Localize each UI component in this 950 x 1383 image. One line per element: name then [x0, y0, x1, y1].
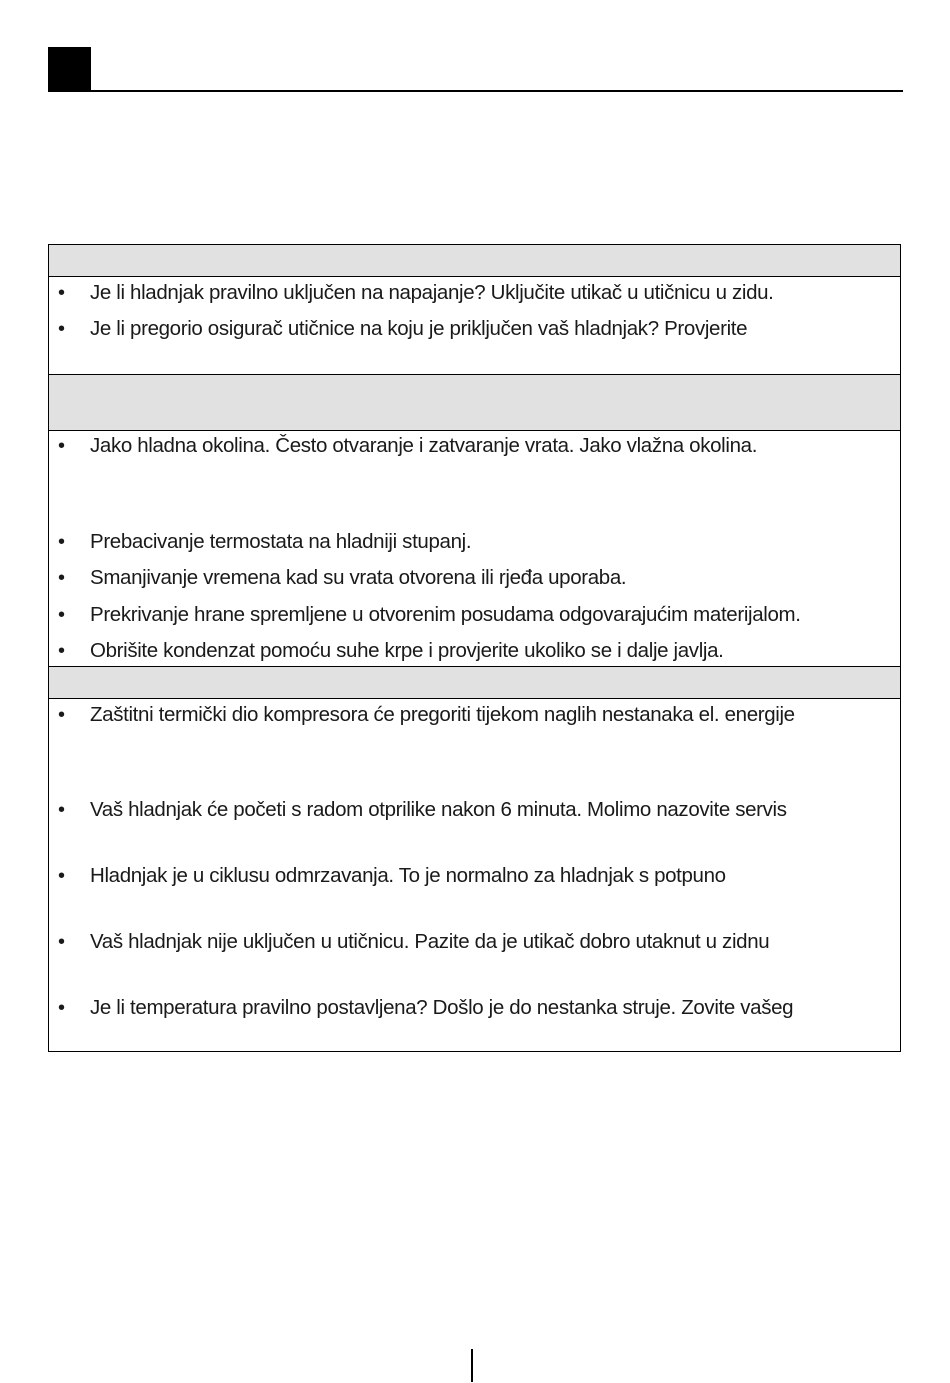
item-text: Jako hladna okolina. Često otvaranje i zatvaranje vrata. Jako vlažna okolina.	[90, 434, 758, 457]
bullet-icon: •	[58, 435, 65, 457]
list-item	[49, 929, 900, 955]
bullet-icon: •	[58, 997, 65, 1019]
troubleshooting-table	[48, 244, 901, 1052]
bullet-icon: •	[58, 318, 65, 340]
bullet-icon: •	[58, 282, 65, 304]
list-item	[49, 565, 900, 591]
item-text: Je li temperatura pravilno postavljena? Došlo je do nestanka struje. Zovite vašeg	[90, 996, 794, 1019]
bullet-icon: •	[58, 865, 65, 887]
bullet-icon: •	[58, 567, 65, 589]
bullet-icon: •	[58, 640, 65, 662]
list-item	[49, 433, 900, 459]
list-item	[49, 529, 900, 555]
item-text: Je li hladnjak pravilno uključen na napajanje? Uključite utikač u utičnicu u zidu.	[90, 281, 774, 304]
bullet-icon: •	[58, 604, 65, 626]
item-text: Vaš hladnjak nije uključen u utičnicu. Pazite da je utikač dobro utaknut u zidnu	[90, 930, 770, 953]
item-text: Smanjivanje vremena kad su vrata otvorena ili rjeđa uporaba.	[90, 566, 627, 589]
section-1-header-band	[49, 245, 900, 277]
item-text: Hladnjak je u ciklusu odmrzavanja. To je normalno za hladnjak s potpuno	[90, 864, 726, 887]
item-text: Zaštitni termički dio kompresora će pregoriti tijekom naglih nestanaka el. energije	[90, 703, 795, 726]
list-item	[49, 995, 900, 1021]
item-text: Vaš hladnjak će početi s radom otprilike nakon 6 minuta. Molimo nazovite servis	[90, 798, 787, 821]
list-item	[49, 602, 900, 628]
list-item	[49, 316, 900, 342]
list-item	[49, 863, 900, 889]
list-item	[49, 797, 900, 823]
list-item	[49, 702, 900, 728]
header-rule	[48, 90, 903, 92]
list-item	[49, 638, 900, 664]
section-2-header-band	[49, 374, 900, 431]
bullet-icon: •	[58, 799, 65, 821]
item-text: Obrišite kondenzat pomoću suhe krpe i provjerite ukoliko se i dalje javlja.	[90, 639, 724, 662]
bullet-icon: •	[58, 704, 65, 726]
item-text: Prebacivanje termostata na hladniji stupanj.	[90, 530, 472, 553]
page-number-divider	[471, 1349, 473, 1382]
bullet-icon: •	[58, 531, 65, 553]
section-marker-block	[48, 47, 91, 91]
bullet-icon: •	[58, 931, 65, 953]
list-item	[49, 280, 900, 306]
item-text: Prekrivanje hrane spremljene u otvorenim posudama odgovarajućim materijalom.	[90, 603, 801, 626]
section-3-header-band	[49, 666, 900, 699]
item-text: Je li pregorio osigurač utičnice na koju je priključen vaš hladnjak? Provjerite	[90, 317, 748, 340]
